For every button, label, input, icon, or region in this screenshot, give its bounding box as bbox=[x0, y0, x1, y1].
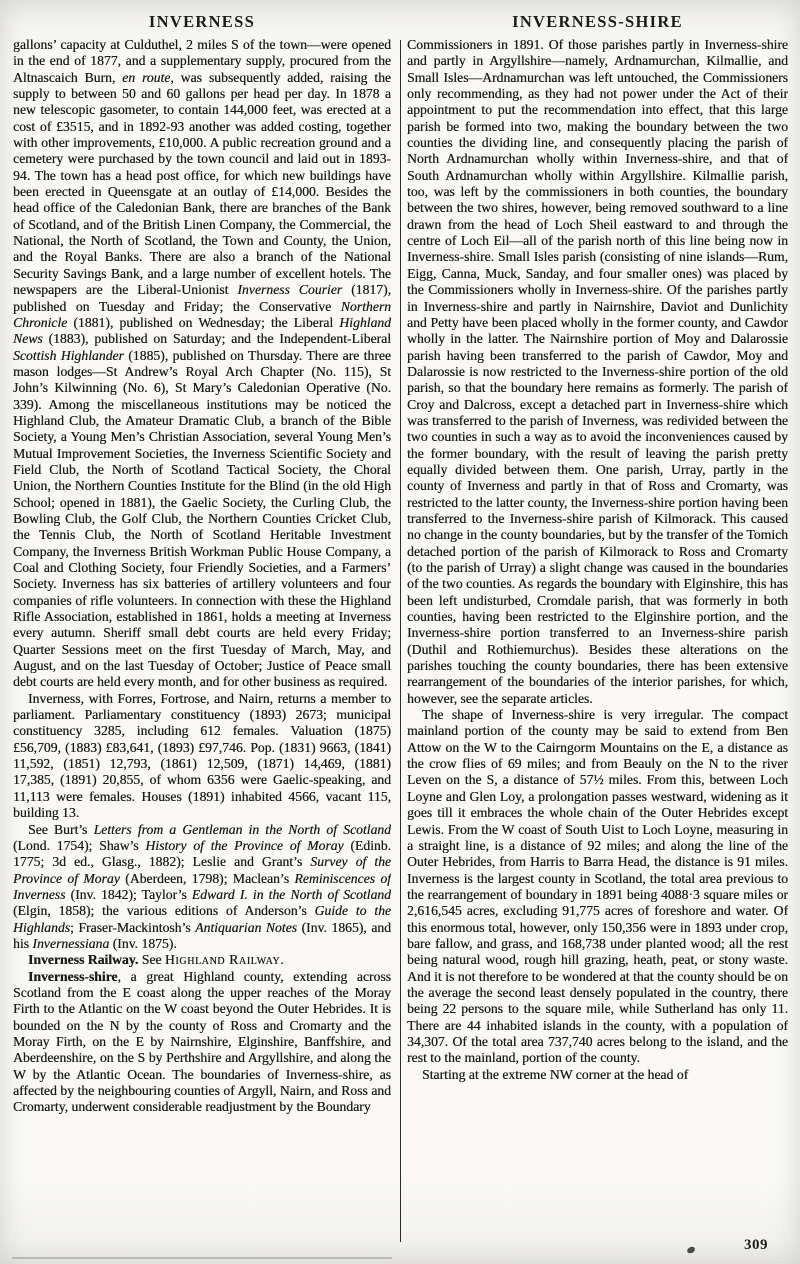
body-text: (Aberdeen, 1798); Maclean’s bbox=[119, 870, 295, 886]
body-text: (Inv. 1842); Taylor’s bbox=[65, 886, 192, 902]
body-text: , was subsequently added, raising the supply to between 50 and 60 gallons per head per day. In 1878 a new telescopic gasometer, to contain 144,000 feet, was erected at a cost of £3515, and in 1892-93 another was added costing, together with other improvements, £10,000. A public recreation ground and a cemetery were purchased by the town council and laid out in 1893-94. The town has a head post office, for which new buildings have been erected in Queensgate at an outlay of £14,000. Besides the head office of the Caledonian Bank, there are branches of the Bank of Scotland, and of the British Linen Company, the Commercial, the National, the North of Scotland, the Town and County, the Union, and the Royal Banks. There are also a branch of the National Security Savings Bank, and a large number of excellent hotels. The newspapers are the Liberal-Unionist bbox=[13, 69, 391, 298]
column-divider-rule bbox=[400, 40, 401, 1242]
italic-text: Guide to the Highlands bbox=[13, 903, 391, 935]
paragraph bbox=[13, 691, 391, 822]
italic-text: Antiquarian Notes bbox=[195, 919, 297, 935]
italic-text: Highland News bbox=[13, 314, 391, 347]
body-text: (1883), published on Saturday; and the Independent-Liberal bbox=[42, 331, 391, 347]
paragraph bbox=[13, 969, 391, 1116]
body-text: (1881), published on Wednesday; the Liberal bbox=[67, 314, 340, 330]
body-text: (1885), published on Thursday. There are three mason lodges—St Andrew’s Royal Arch Chapter (No. 115), St John’s Kilwinning (No. 6), St Mary’s Caledonian Operative (No. 339). Among the miscellaneous institutions may be noticed the Highland Club, the Amateur Dramatic Club, a branch of the Bible Society, a Young Men’s Christian Association, several Young Men’s Mutual Improvement Societies, the Inverness Scientific Society and Field Club, the North of Scotland Tactical Society, the Choral Union, the Northern Counties Institute for the Blind (in the old High School; opened in 1881), the Gaelic Society, the Curling Club, the Bowling Club, the Golf Club, the Northern Counties Cricket Club, the Tennis Club, the North of Scotland Heritable Investment Company, the Inverness British Workman Public House Company, a Coal and Clothing Society, four Friendly Societies, and a Farmers’ Society. Inverness has six batteries of artillery volunteers and four companies of rifle volunteers. In connection with these the Highland Rifle Association, established in 1861, holds a meeting at Inverness every autumn. Sheriff small debt courts are held every Friday; Quarter Sessions meet on the first Tuesday of March, May, and August, and on the last Tuesday of October; Justice of Peace small debt courts are held every month, and for other business as required. bbox=[13, 347, 391, 690]
italic-text: Invernessiana bbox=[32, 935, 110, 951]
entry-title: Inverness-shire bbox=[28, 968, 118, 984]
paragraph bbox=[407, 1067, 788, 1083]
italic-text: History of the Province of Moray bbox=[145, 837, 344, 853]
paragraph bbox=[407, 707, 788, 1067]
running-head-left: INVERNESS bbox=[148, 12, 256, 31]
italic-text: Scottish Highlander bbox=[13, 347, 124, 363]
body-text: (Elgin, 1858); the various editions of Anderson’s bbox=[13, 903, 315, 919]
paragraph bbox=[407, 37, 788, 707]
body-text: The shape of Inverness-shire is very irregular. The compact mainland portion of the county may be said to extend from Ben Attow on the W to the Cairngorm Mountains on the E, a distance as the crow flies of 69 miles; and from Beauly on the N to the river Leven on the S, a distance of 57½ miles. From this, between Loch Loyne and Glen Loy, a prolongation passes westward, widening as it goes till it embraces the whole chain of the Outer Hebrides except Lewis. From the W coast of South Uist to Loch Loyne, measuring in a straight line, is a distance of 92 miles; and along the line of the Outer Hebrides, from Harris to Barra Head, the distance is 91 miles. Inverness is the largest county in Scotland, the total area previous to the rearrangement of boundary in 1891 being 4088·3 square miles or 2,616,545 acres, excluding 91,775 acres of foreshore and water. Of this enormous total, however, only 150,356 were in 1893 under crop, bare fallow, and grass, and 168,738 under planted wood; all the rest being natural wood, rough hill grazing, heath, peat, or stony waste. And it is not therefore to be wondered at that the county should be on the average the second least densely populated in the country, there being 22 persons to the square mile, while Sutherland has only 11. There are 44 inhabited islands in the county, with a population of 34,307. Of the total area 737,740 acres belong to the island, and the rest to the mainland, portion of the county. bbox=[407, 707, 788, 1066]
italic-text: Reminiscences of Inverness bbox=[13, 870, 391, 902]
body-text: Starting at the extreme NW corner at the head of bbox=[422, 1066, 689, 1082]
entry-title: Inverness Railway. bbox=[28, 952, 139, 968]
paragraph bbox=[13, 37, 391, 691]
scan-artifact-line bbox=[12, 1257, 392, 1259]
body-text: (Lond. 1754); Shaw’s bbox=[13, 837, 146, 853]
body-text: Commissioners in 1891. Of those parishes partly in Inverness-shire and partly in Argyllshire—namely, Ardnamurchan, Kilmallie, and Small Isles—Ardnamurchan was left untouched, the Commissioners only recommending, as they had not power under the Act of their appointment to put the recommendation into effect, that this large parish be formed into two, making the boundary between the two counties the dividing line, and consequently placing the parish of North Ardnamurchan wholly within Inverness-shire, and that of South Ardnamurchan wholly within Argyllshire. Kilmallie parish, too, was left by the commissioners in both counties, the boundary between the two shires, however, being removed southward to a line drawn from the head of Loch Sheil eastward to and through the centre of Loch Eil—all of the parish north of this line being now in Inverness-shire. Small Isles parish (consisting of nine islands—Rum, Eigg, Canna, Muck, Sanday, and four smaller ones) was placed by the Commissioners wholly in Inverness-shire. Of the parishes partly in Inverness-shire and partly in Nairnshire, Daviot and Dunlichity and Petty have been placed wholly in the former county, and Cawdor wholly in the latter. The Nairnshire portion of Moy and Dalarossie parish having been transferred to the parish of Cawdor, Moy and Dalarossie is now restricted to the Inverness-shire portion of the old parish, so that the boundary here remains as formerly. The parish of Croy and Dalcross, except a detached part in Inverness-shire which was transferred to the parish of Inverness, was redivided between the two counties in such a way as to avoid the inconveniences caused by the former boundary, with the result of leaving the parish pretty equally divided between them. One parish, Urray, partly in the county of Inverness and partly in that of Ross and Cromarty, was restricted to the latter county, the Inverness-shire portion having been transferred to the Inverness-shire parish of Kilmorack. This caused no change in the county boundaries, but by the transfer of the Tomich detached portion of the parish of Kilmorack to Ross and Cromarty (to the parish of Urray) a slight change was caused in the boundaries of the two counties. As regards the boundary with Elginshire, this has been left undisturbed, Cromdale parish, that was formerly in both counties, having been restricted to the Elginshire portion, and the Inverness-shire portion transferred to an Inverness-shire parish (Duthil and Rothiemurchus). Besides these alterations on the parishes touching the county boundaries, there has been extensive rearrangement of the boundaries of the interior parishes, for which, however, see the separate articles. bbox=[407, 37, 788, 706]
italic-text: Survey of the Province of Moray bbox=[13, 854, 391, 886]
body-text: See Burt’s bbox=[28, 821, 94, 837]
body-text: (Inv. 1875). bbox=[109, 935, 177, 951]
smallcaps-crossref: Highland Railway bbox=[164, 952, 281, 968]
italic-text: en route bbox=[122, 69, 171, 85]
italic-text: Inverness Courier bbox=[237, 282, 343, 298]
body-text: (Edinb. 1775; 3d ed., Glasg., 1882); Leslie and Grant’s bbox=[13, 837, 391, 870]
italic-text: Letters from a Gentleman in the North of Scotland bbox=[93, 821, 391, 837]
body-text: , a great Highland county, extending across Scotland from the E coast along the upper reaches of the Moray Firth to the Atlantic on the W coast beyond the Outer Hebrides. It is bounded on the N by the county of Ross and Cromarty and the Moray Firth, on the E by Nairnshire, Elginshire, Banffshire, and Aberdeenshire, on the S by Perthshire and Argyllshire, and along the W by the Atlantic Ocean. The boundaries of Inverness-shire, as affected by the neighbouring counties of Argyll, Nairn, and Ross and Cromarty, underwent considerable readjustment by the Boundary bbox=[13, 968, 391, 1115]
page-number: 309 bbox=[744, 1237, 768, 1253]
italic-text: Edward I. in the North of Scotland bbox=[191, 886, 391, 902]
italic-text: Northern Chronicle bbox=[13, 298, 391, 330]
body-text: (1817), published on Tuesday and Friday; the Conservative bbox=[13, 282, 391, 314]
body-text: (Inv. 1865), and his bbox=[13, 919, 391, 951]
body-text: Inverness, with Forres, Fortrose, and Nairn, returns a member to parliament. Parliamentary constituency (1893) 2673; municipal constituency 3285, including 612 females. Valuation (1875) £56,709, (1883) £83,641, (1893) £97,746. Pop. (1831) 9663, (1841) 11,592, (1851) 12,793, (1861) 12,509, (1871) 14,469, (1881) 17,385, (1891) 20,855, of whom 6356 were Gaelic-speaking, and 11,113 were females. Houses (1891) inhabited 4566, vacant 115, building 13. bbox=[13, 690, 391, 821]
paragraph bbox=[13, 822, 391, 953]
right-column bbox=[407, 37, 788, 1255]
body-text: See bbox=[138, 952, 165, 968]
body-text: gallons’ capacity at Culduthel, 2 miles S of the town—were opened in the end of 1877, and a supplementary supply, procured from the Altnascaich Burn, bbox=[13, 37, 391, 85]
paragraph bbox=[13, 952, 391, 968]
body-text: ; Fraser-Mackintosh’s bbox=[70, 919, 196, 935]
body-text: . bbox=[280, 952, 284, 968]
running-head-right: INVERNESS-SHIRE bbox=[512, 12, 683, 31]
left-column bbox=[13, 37, 391, 1255]
